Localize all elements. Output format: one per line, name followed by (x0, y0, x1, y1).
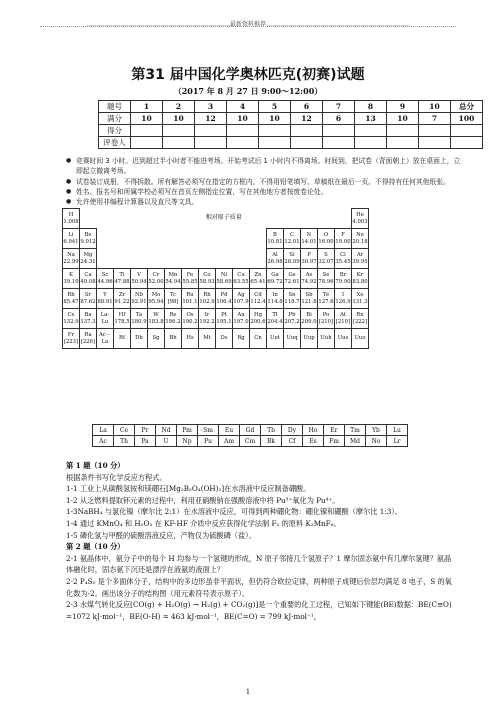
score-cell: 题号 (99, 101, 131, 113)
question-text: 2-2 P₄S₅ 是个多面体分子，结构中的多边形虽非平面状，但仍符合欧拉定律，两种原子成键后价层均满足 8 电子，S 的氧化数为-2。画出该分子的结构图（用元素符号表示原子）。 (66, 576, 452, 598)
element-cell: Mg 24.31 (80, 249, 97, 269)
element-cell: Mt (199, 329, 216, 349)
element-cell: Se 78.96 (318, 269, 335, 289)
element-cell: Mo 95.94 (148, 289, 165, 309)
question-text: 1-5 磷化氢与甲醛的硫酸溶液反应，产物仅为硫酸磷（盐）。 (66, 530, 256, 540)
element-cell: Be 9.012 (80, 229, 97, 249)
element-cell: Fr [223] (63, 329, 80, 349)
score-cell: 9 (387, 101, 419, 113)
element-cell: Ir 192.2 (199, 309, 216, 329)
element-cell: Nd (156, 425, 177, 436)
element-cell: Ru 101.1 (182, 289, 199, 309)
periodic-gap (97, 229, 267, 249)
element-cell: Pd 106.4 (216, 289, 233, 309)
score-cell (259, 125, 291, 137)
score-cell (323, 125, 355, 137)
element-cell: Eu (219, 425, 240, 436)
element-cell: Dy (282, 425, 303, 436)
score-cell: 10 (387, 113, 419, 125)
score-cell: 7 (419, 113, 451, 125)
element-cell: Ag 107.9 (233, 289, 250, 309)
element-cell: Sg (148, 329, 165, 349)
element-cell: Al 26.98 (267, 249, 284, 269)
element-cell: Te 127.6 (318, 289, 335, 309)
element-cell: F 19.00 (335, 229, 352, 249)
score-cell: 6 (291, 101, 323, 113)
score-cell: 总分 (451, 101, 483, 113)
score-row (99, 137, 483, 149)
score-cell: 100 (451, 113, 483, 125)
element-cell: Np (177, 436, 198, 447)
question-text: 1-2 从乏燃料提取钚元素的过程中，利用亚硝酸钠在强酸溶液中将 Pu³⁺氧化为 Pu⁴⁺。 (66, 495, 340, 505)
element-cell: Pb 207.2 (284, 309, 301, 329)
exam-date: （2017 年 8 月 27 日 9:00～12:00） (173, 86, 323, 96)
element-cell: Sr 87.62 (80, 289, 97, 309)
score-cell (387, 137, 419, 149)
element-cell: Cm (240, 436, 261, 447)
element-cell: Ho (303, 425, 324, 436)
element-cell: La (93, 425, 114, 436)
score-cell (387, 125, 419, 137)
element-cell: Md (345, 436, 366, 447)
score-cell (163, 137, 195, 149)
element-cell: Xe 131.3 (352, 289, 369, 309)
element-cell: Si 28.09 (284, 249, 301, 269)
element-cell: Bi 209.0 (301, 309, 318, 329)
element-cell: Ds (216, 329, 233, 349)
question-text: 1-1 工业上从碳酸氢铵和镁硼石[Mg₂B₂O₄(OH)₂]在水溶液中反应制备硼酸。 (66, 484, 311, 494)
element-cell: Gd (240, 425, 261, 436)
rule-item: ● 竞赛时间 3 小时。迟到超过半小时者不能进考场。开始考试后 1 小时内不得离场。时间到，把试卷（背面朝上）放在桌面上，立即起立撤离考场。 (66, 156, 461, 177)
element-cell: As 74.92 (301, 269, 318, 289)
element-cell: Li 6.941 (63, 229, 80, 249)
score-table (98, 100, 483, 149)
element-cell: Lr (387, 436, 408, 447)
score-row (99, 125, 483, 137)
score-cell: 12 (291, 113, 323, 125)
element-cell: N 14.01 (301, 229, 318, 249)
element-cell: Ca 40.08 (80, 269, 97, 289)
element-cell: Ni 58.69 (216, 269, 233, 289)
element-cell: Es (303, 436, 324, 447)
element-cell: Er (324, 425, 345, 436)
element-cell: Rn [222] (352, 309, 369, 329)
score-cell: 7 (323, 101, 355, 113)
question-text: 1-3NaBH₄ 与氯化镍（摩尔比 2:1）在水溶液中反应，可得到两种硼化物：硼化镍和硼酸（摩尔比 1:3）。 (66, 507, 403, 517)
element-cell: Th (114, 436, 135, 447)
element-cell: Ac (93, 436, 114, 447)
score-cell (419, 125, 451, 137)
element-cell: Na 22.99 (63, 249, 80, 269)
element-cell: Rh 102.9 (199, 289, 216, 309)
score-cell (419, 137, 451, 149)
questions (66, 460, 458, 622)
score-cell (355, 137, 387, 149)
question-heading: 第 1 题（10 分） (66, 461, 125, 470)
page-number: 1 (245, 688, 251, 696)
element-cell: Ga 69.72 (267, 269, 284, 289)
element-cell: Uut (267, 329, 284, 349)
score-cell: 8 (355, 101, 387, 113)
element-cell: K 39.10 (63, 269, 80, 289)
score-cell: 6 (323, 113, 355, 125)
header-label: ………………………………………………………………最新资料推荐……………………………………………………………… (85, 21, 410, 28)
score-cell: 1 (131, 101, 163, 113)
score-cell: 满分 (99, 113, 131, 125)
score-cell: 评卷人 (99, 137, 131, 149)
question-text: 根据条件书写化学反应方程式。 (66, 472, 167, 482)
periodic-table (62, 208, 369, 349)
element-cell: Uus (335, 329, 352, 349)
periodic-gap (97, 249, 267, 269)
element-cell: Fm (324, 436, 345, 447)
score-cell: 10 (419, 101, 451, 113)
element-cell: Rb 85.47 (63, 289, 80, 309)
element-cell: V 50.94 (131, 269, 148, 289)
element-cell: S 32.07 (318, 249, 335, 269)
element-cell: Bk (261, 436, 282, 447)
score-cell: 13 (355, 113, 387, 125)
element-cell: Ar 39.95 (352, 249, 369, 269)
element-cell: Cs 132.9 (63, 309, 80, 329)
element-cell: Cf (282, 436, 303, 447)
element-cell: Pa (135, 436, 156, 447)
score-cell (451, 125, 483, 137)
element-cell: Tc [98] (165, 289, 182, 309)
score-cell (131, 137, 163, 149)
score-cell (227, 125, 259, 137)
element-cell: Bh (165, 329, 182, 349)
element-cell: Re 186.2 (165, 309, 182, 329)
element-cell: Uuo (352, 329, 369, 349)
element-cell: Sb 121.8 (301, 289, 318, 309)
periodic-table-caption: 相对原子质量 (205, 214, 242, 221)
element-cell: Uup (301, 329, 318, 349)
score-row (99, 101, 483, 113)
element-cell: P 30.97 (301, 249, 318, 269)
element-cell: La- Lu (97, 309, 114, 329)
element-cell: O 16.00 (318, 229, 335, 249)
score-cell (227, 137, 259, 149)
element-cell: Cn (250, 329, 267, 349)
element-cell: Sc 44.96 (97, 269, 114, 289)
element-cell: U (156, 436, 177, 447)
element-cell: Ge 72.61 (284, 269, 301, 289)
score-cell: 得分 (99, 125, 131, 137)
element-cell: Tm (345, 425, 366, 436)
question-text: 2-3 水煤气转化反应[CO(g) + H₂O(g) → H₂(g) + CO₂(g)]是一个重要的化工过程，已知如下键能(BE)数据：BE(C≡O) =1072 kJ·mol⁻¹，BE(O-H) = 463 kJ·mol⁻¹，BE(C=O) = 799 kJ·mol⁻¹， (66, 600, 452, 621)
element-cell: Pm (177, 425, 198, 436)
rule-item: ● 允许使用非编程计算器以及直尺等文具。 (66, 197, 461, 207)
page-title: 第31 届中国化学奥林匹克(初赛)试题 (131, 67, 365, 83)
element-cell: Cu 63.55 (233, 269, 250, 289)
score-cell: 5 (259, 101, 291, 113)
score-cell: 10 (163, 113, 195, 125)
element-cell: Am (219, 436, 240, 447)
element-cell: B 10.81 (267, 229, 284, 249)
element-cell: Pr (135, 425, 156, 436)
element-cell: Y 88.91 (97, 289, 114, 309)
score-row (99, 113, 483, 125)
element-cell: Rg (233, 329, 250, 349)
element-cell: Fe 55.85 (182, 269, 199, 289)
lanthanide-actinide-table (92, 424, 408, 447)
rule-item: ● 试卷装订成册，不得拆散。所有解答必须写在指定的方框内，不得用铅笔填写。草稿纸在最后一页。不得持有任何其他纸张。 (66, 177, 461, 187)
question-text: 2-1 氨晶体中，氨分子中的每个 H 均参与一个氢键的形成，N 原子邻接几个氢原子？1 摩尔固态氨中有几摩尔氢键？氨晶体融化时，固态氨下沉还是漂浮在液氨的液面上？ (66, 553, 452, 575)
element-cell: Au 197.0 (233, 309, 250, 329)
element-cell: Ta 180.9 (131, 309, 148, 329)
element-cell: Sn 118.7 (284, 289, 301, 309)
score-cell: 10 (227, 113, 259, 125)
element-cell: Br 79.90 (335, 269, 352, 289)
score-cell (259, 137, 291, 149)
element-cell: Ac－ La (97, 329, 114, 349)
periodic-gap (80, 209, 97, 229)
element-cell: Os 190.2 (182, 309, 199, 329)
element-cell: No (366, 436, 387, 447)
element-cell: Zn 65.41 (250, 269, 267, 289)
score-cell (323, 137, 355, 149)
element-cell: Ne 20.18 (352, 229, 369, 249)
element-cell: Po [210] (318, 309, 335, 329)
element-cell: Cd 112.4 (250, 289, 267, 309)
element-cell: Rf (114, 329, 131, 349)
element-cell: In 114.8 (267, 289, 284, 309)
score-cell (291, 125, 323, 137)
element-cell: Lu (387, 425, 408, 436)
element-cell: H 1.008 (63, 209, 80, 229)
element-cell: Hg 200.6 (250, 309, 267, 329)
element-cell: Nb 92.91 (131, 289, 148, 309)
score-cell (195, 125, 227, 137)
element-cell: Ba 137.3 (80, 309, 97, 329)
score-cell: 2 (163, 101, 195, 113)
question-text: 1-4 通过 KMnO₄ 和 H₂O₂ 在 KF-HF 介质中反应获得化学法制 F₂ 的原料 K₂MnF₆。 (66, 518, 341, 528)
element-cell: Db (131, 329, 148, 349)
element-cell: Pt 195.1 (216, 309, 233, 329)
element-cell: Pu (198, 436, 219, 447)
element-cell: Mn 54.94 (165, 269, 182, 289)
score-cell: 10 (259, 113, 291, 125)
element-cell: C 12.01 (284, 229, 301, 249)
rule-item: ● 姓名、报名号和所属学校必须写在首页左侧指定位置，写在其他地方者按废卷论处。 (66, 187, 461, 197)
element-cell: Uuq (284, 329, 301, 349)
score-cell: 3 (195, 101, 227, 113)
score-cell (195, 137, 227, 149)
score-cell (355, 125, 387, 137)
score-cell: 10 (131, 113, 163, 125)
score-cell (451, 137, 483, 149)
element-cell: Cr 52.00 (148, 269, 165, 289)
score-cell (291, 137, 323, 149)
element-cell: Hs (182, 329, 199, 349)
element-cell: Yb (366, 425, 387, 436)
score-cell (163, 125, 195, 137)
element-cell: Ce (114, 425, 135, 436)
exam-rules (66, 156, 461, 207)
score-cell (131, 125, 163, 137)
element-cell: Kr 83.80 (352, 269, 369, 289)
question-heading: 第 2 题（10 分） (66, 542, 125, 552)
element-cell: I 126.9 (335, 289, 352, 309)
element-cell: Hf 178.5 (114, 309, 131, 329)
element-cell: Tl 204.4 (267, 309, 284, 329)
element-cell: He 4.003 (352, 209, 369, 229)
element-cell: At [210] (335, 309, 352, 329)
element-cell: Sm (198, 425, 219, 436)
element-cell: Zr 91.22 (114, 289, 131, 309)
element-cell: W 183.8 (148, 309, 165, 329)
element-cell: Co 58.93 (199, 269, 216, 289)
element-cell: Ra [226] (80, 329, 97, 349)
score-cell: 12 (195, 113, 227, 125)
element-cell: Ti 47.88 (114, 269, 131, 289)
element-cell: Tb (261, 425, 282, 436)
score-cell: 4 (227, 101, 259, 113)
element-cell: Uuh (318, 329, 335, 349)
element-cell: Cl 35.45 (335, 249, 352, 269)
